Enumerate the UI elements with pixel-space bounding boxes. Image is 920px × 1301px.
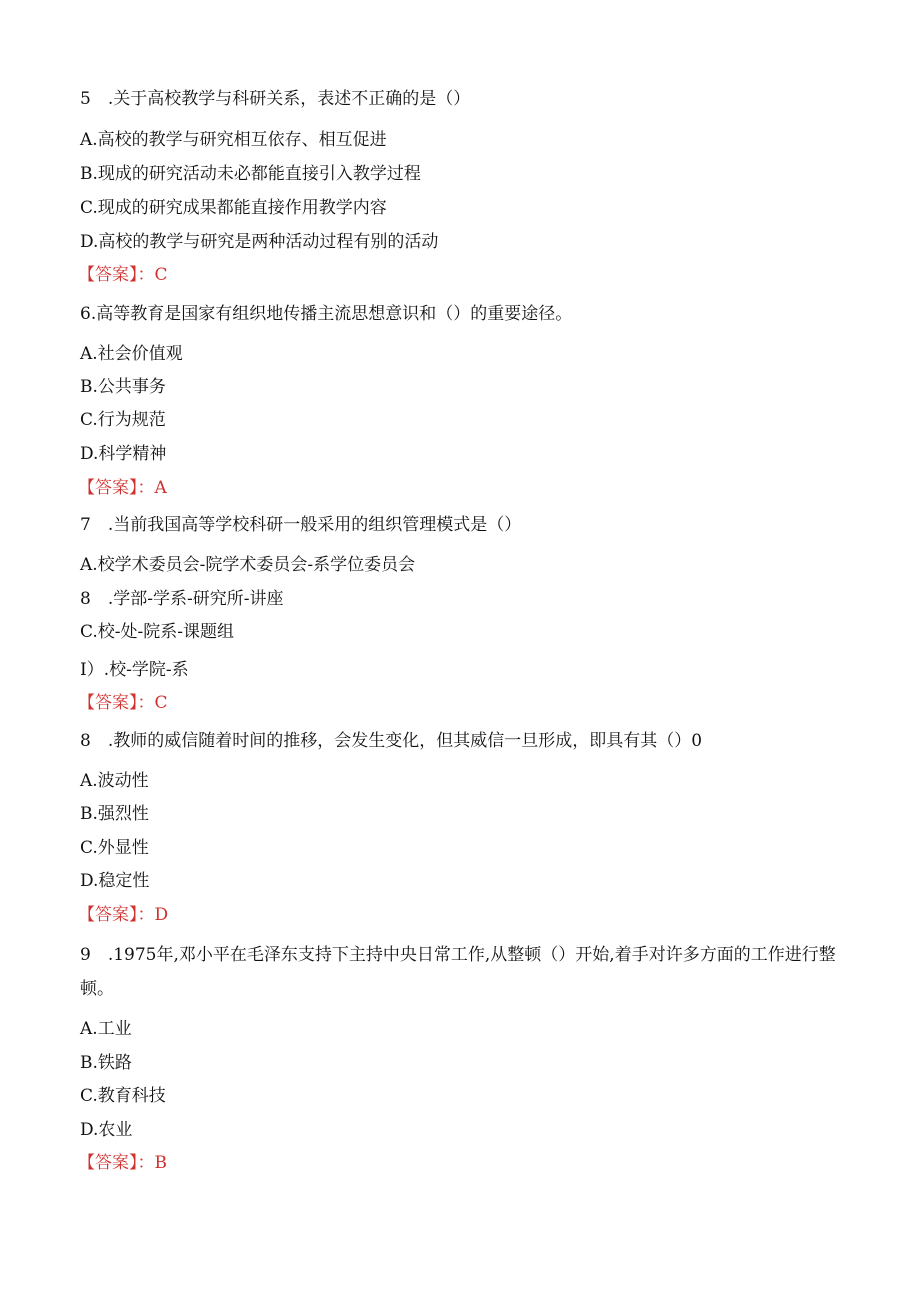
question-6-option-b: B.公共事务 xyxy=(80,377,166,397)
question-5-option-a: A.高校的教学与研究相互依存、相互促进 xyxy=(80,130,387,150)
question-5-stem: 5 .关于高校教学与科研关系，表述不正确的是（） xyxy=(80,89,471,109)
question-7-stem: 7 .当前我国高等学校科研一般采用的组织管理模式是（） xyxy=(80,515,522,535)
question-6-option-d: D.科学精神 xyxy=(80,444,167,464)
question-9-option-b: B.铁路 xyxy=(80,1053,132,1073)
question-7-option-d: I）.校-学院-系 xyxy=(80,660,189,680)
question-9-option-a: A.工业 xyxy=(80,1019,132,1039)
question-7-option-c: C.校-处-院系-课题组 xyxy=(80,622,235,642)
question-8-answer: 【答案】：D xyxy=(78,905,169,925)
question-8-option-c: C.外显性 xyxy=(80,838,149,858)
question-7-answer: 【答案】：C xyxy=(78,693,168,713)
question-5-option-d: D.高校的教学与研究是两种活动过程有别的活动 xyxy=(80,232,439,252)
question-9-option-c: C.教育科技 xyxy=(80,1086,166,1106)
question-9-answer: 【答案】：B xyxy=(78,1153,167,1173)
question-5-option-b: B.现成的研究活动未必都能直接引入教学过程 xyxy=(80,164,421,184)
question-5-option-c: C.现成的研究成果都能直接作用教学内容 xyxy=(80,198,387,218)
question-5-answer: 【答案】：C xyxy=(78,265,168,285)
question-6-option-a: A.社会价值观 xyxy=(80,344,183,364)
question-9-option-d: D.农业 xyxy=(80,1120,133,1140)
question-8-option-b: B.强烈性 xyxy=(80,804,149,824)
question-7-option-b: 8 .学部-学系-研究所-讲座 xyxy=(80,589,284,609)
question-9-stem: 9 .1975年,邓小平在毛泽东支持下主持中央日常工作,从整顿（）开始,着手对许多方面的工作进行整顿。 xyxy=(80,945,836,999)
question-6-stem: 6.高等教育是国家有组织地传播主流思想意识和（）的重要途径。 xyxy=(80,304,573,324)
question-6-answer: 【答案】：A xyxy=(78,478,167,498)
question-8-option-d: D.稳定性 xyxy=(80,871,150,891)
question-8-stem: 8 .教师的威信随着时间的推移，会发生变化，但其威信一旦形成，即具有其（）0 xyxy=(80,731,703,751)
question-8-option-a: A.波动性 xyxy=(80,771,149,791)
question-7-option-a: A.校学术委员会-院学术委员会-系学位委员会 xyxy=(80,555,416,575)
question-6-option-c: C.行为规范 xyxy=(80,410,166,430)
